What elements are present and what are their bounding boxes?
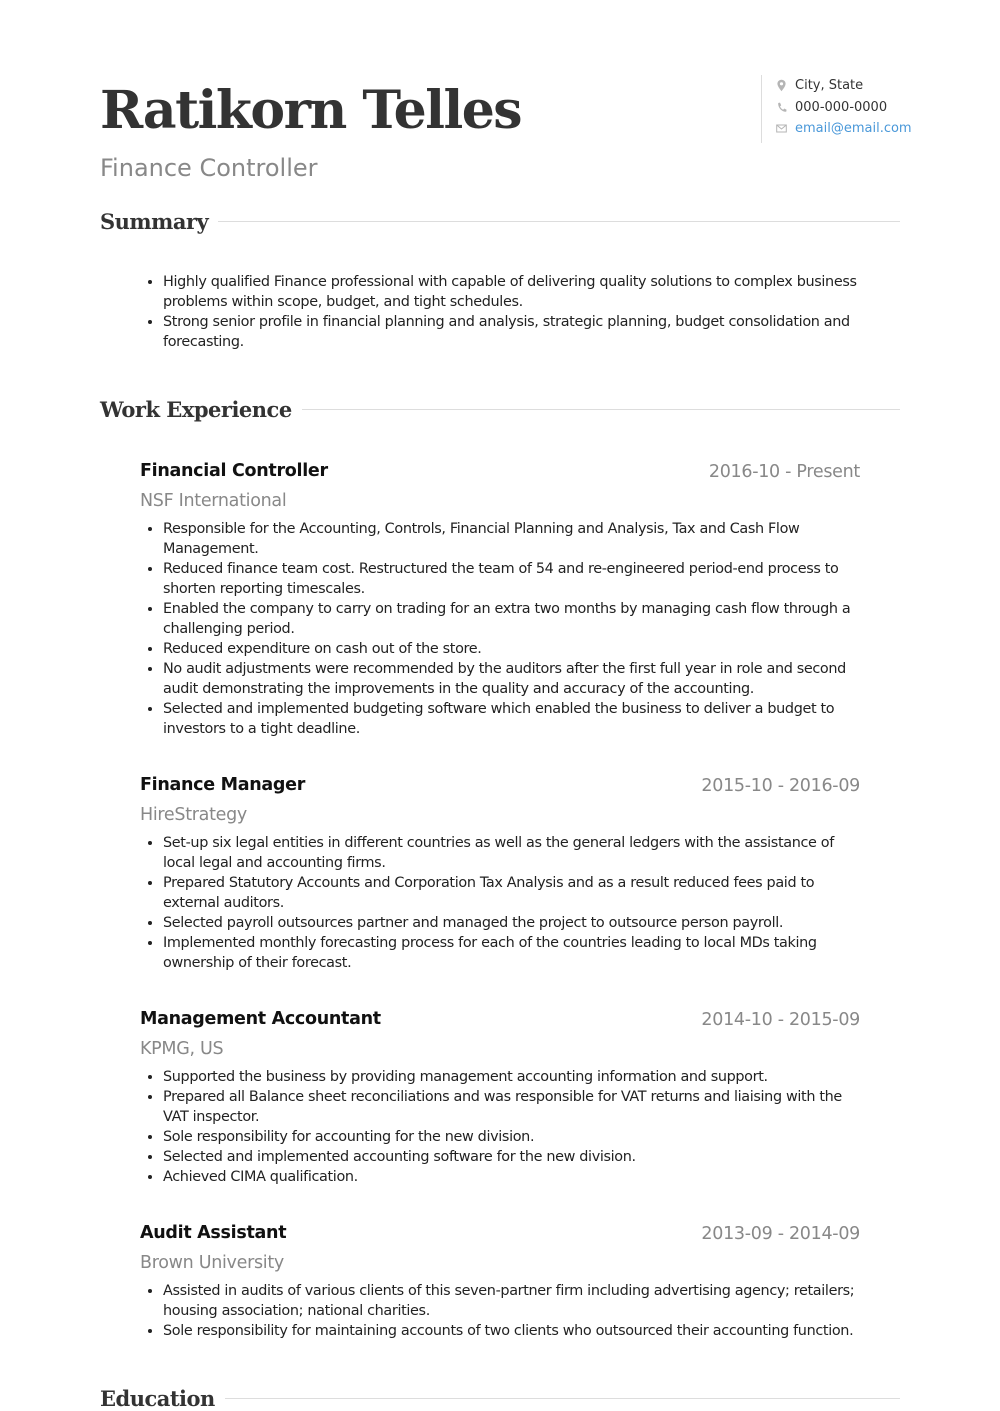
job-dates: 2015-10 - 2016-09 bbox=[701, 776, 860, 796]
contact-info bbox=[761, 75, 912, 143]
job-dates: 2013-09 - 2014-09 bbox=[701, 1224, 860, 1244]
job-role: Management Accountant bbox=[140, 1009, 381, 1029]
summary-list bbox=[140, 272, 860, 352]
job-dates: 2014-10 - 2015-09 bbox=[701, 1010, 860, 1030]
job-bullet: • Assisted in audits of various clients of this seven-partner firm including advertising agency; retailers; housing association; national charities. bbox=[163, 1281, 860, 1321]
summary-heading: Summary bbox=[100, 209, 209, 234]
job-bullet: • Reduced finance team cost. Restructured the team of 54 and re-engineered period-end process to shorten reporting timescales. bbox=[163, 559, 860, 599]
job-bullet: • Selected and implemented budgeting software which enabled the business to deliver a budget to investors to a tight deadline. bbox=[163, 699, 860, 739]
job-entry bbox=[140, 1221, 860, 1341]
job-bullet: • Selected and implemented accounting software for the new division. bbox=[163, 1147, 860, 1167]
job-role: Finance Manager bbox=[140, 775, 306, 795]
job-bullets bbox=[140, 1281, 860, 1341]
candidate-name: Ratikorn Telles bbox=[100, 80, 522, 141]
phone-icon bbox=[776, 101, 787, 114]
job-bullet: • Set-up six legal entities in different countries as well as the general ledgers with the assistance of local legal and accounting firms. bbox=[163, 833, 860, 873]
location-pin-icon bbox=[776, 79, 787, 92]
section-divider bbox=[225, 1398, 900, 1399]
job-title: Finance Controller bbox=[100, 154, 318, 182]
job-bullet: • Selected payroll outsources partner and managed the project to outsource person payroll. bbox=[163, 913, 860, 933]
job-bullet: • Supported the business by providing management accounting information and support. bbox=[163, 1067, 860, 1087]
job-bullets bbox=[140, 1067, 860, 1187]
job-company: KPMG, US bbox=[140, 1039, 224, 1059]
work-experience-heading: Work Experience bbox=[100, 397, 292, 422]
summary-item: • Strong senior profile in financial planning and analysis, strategic planning, budget consolidation and forecasting. bbox=[163, 312, 860, 352]
job-bullet: • Responsible for the Accounting, Controls, Financial Planning and Analysis, Tax and Cash Flow Management. bbox=[163, 519, 860, 559]
job-company: Brown University bbox=[140, 1253, 284, 1273]
summary-item: • Highly qualified Finance professional with capable of delivering quality solutions to complex business problems within scope, budget, and tight schedules. bbox=[163, 272, 860, 312]
section-divider bbox=[302, 409, 900, 410]
job-bullet: • Reduced expenditure on cash out of the store. bbox=[163, 639, 860, 659]
job-role: Audit Assistant bbox=[140, 1223, 287, 1243]
job-bullet: • Sole responsibility for accounting for the new division. bbox=[163, 1127, 860, 1147]
section-divider bbox=[218, 221, 900, 222]
phone-text: 000-000-0000 bbox=[795, 99, 888, 115]
job-company: HireStrategy bbox=[140, 805, 247, 825]
job-entry bbox=[140, 773, 860, 973]
location-text: City, State bbox=[795, 78, 864, 94]
job-bullet: • Prepared Statutory Accounts and Corporation Tax Analysis and as a result reduced fees paid to external auditors. bbox=[163, 873, 860, 913]
job-bullets bbox=[140, 519, 860, 739]
email-icon bbox=[776, 122, 787, 135]
job-bullet: • No audit adjustments were recommended by the auditors after the first full year in role and second audit demonstrating the improvements in the quality and accuracy of the accounting. bbox=[163, 659, 860, 699]
job-role: Financial Controller bbox=[140, 461, 328, 481]
contact-phone bbox=[776, 97, 900, 119]
job-bullet: • Sole responsibility for maintaining accounts of two clients who outsourced their accounting function. bbox=[163, 1321, 860, 1341]
email-link[interactable]: email@email.com bbox=[795, 121, 912, 137]
job-company: NSF International bbox=[140, 491, 287, 511]
education-section-header bbox=[100, 1386, 900, 1411]
summary-section-header bbox=[100, 209, 900, 234]
summary-section bbox=[140, 272, 860, 352]
job-bullet: • Implemented monthly forecasting process for each of the countries leading to local MDs taking ownership of their forecast. bbox=[163, 933, 860, 973]
education-heading: Education bbox=[100, 1386, 215, 1411]
contact-location bbox=[776, 75, 900, 97]
job-bullets bbox=[140, 833, 860, 973]
job-bullet: • Enabled the company to carry on trading for an extra two months by managing cash flow through a challenging period. bbox=[163, 599, 860, 639]
job-bullet: • Prepared all Balance sheet reconciliations and was responsible for VAT returns and liaising with the VAT inspector. bbox=[163, 1087, 860, 1127]
job-entry bbox=[140, 459, 860, 739]
job-entry bbox=[140, 1007, 860, 1187]
contact-email bbox=[776, 118, 912, 140]
job-bullet: • Achieved CIMA qualification. bbox=[163, 1167, 860, 1187]
job-dates: 2016-10 - Present bbox=[708, 462, 860, 482]
work-experience-section-header bbox=[100, 397, 900, 422]
